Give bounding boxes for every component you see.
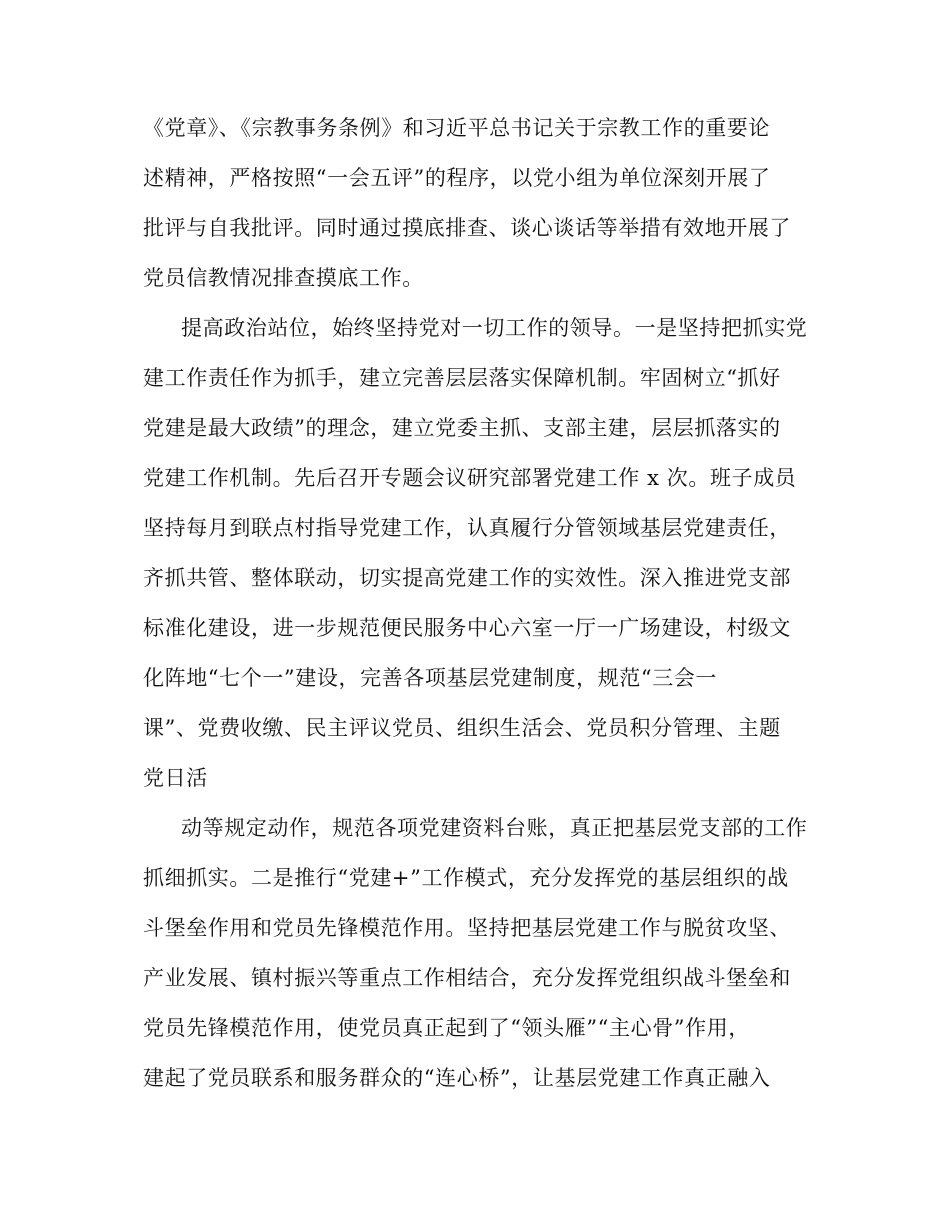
text-line: 《党章》、《宗教事务条例》和习近平总书记关于宗教工作的重要论 <box>143 116 770 140</box>
text-line: 课”、党费收缴、民主评议党员、组织生活会、党员积分管理、主题 <box>143 716 781 740</box>
text-line: 产业发展、镇村振兴等重点工作相结合，充分发挥党组织战斗堡垒和 <box>143 966 791 990</box>
text-line: 坚持每月到联点村指导党建工作，认真履行分管领域基层党建责任， <box>143 516 791 540</box>
text-line: 抓细抓实。二是推行“党建+”工作模式，充分发挥党的基层组织的战 <box>143 866 789 890</box>
text-line: 建工作责任作为抓手，建立完善层层落实保障机制。牢固树立“抓好 <box>143 366 781 390</box>
text-line: 党员信教情况排查摸底工作。 <box>143 266 424 290</box>
text-line: 标准化建设，进一步规范便民服务中心六室一厅一广场建设，村级文 <box>143 616 791 640</box>
text-line: 动等规定动作，规范各项党建资料台账，真正把基层党支部的工作 <box>181 816 808 840</box>
text-line: 提高政治站位，始终坚持党对一切工作的领导。一是坚持把抓实党 <box>181 316 808 340</box>
text-line: 化阵地“七个一”建设，完善各项基层党建制度，规范“三会一 <box>143 666 718 690</box>
text-line: 述精神，严格按照“一会五评”的程序，以党小组为单位深刻开展了 <box>143 166 771 190</box>
text-line: 批评与自我批评。同时通过摸底排查、谈心谈话等举措有效地开展了 <box>143 216 791 240</box>
text-line: 齐抓共管、整体联动，切实提高党建工作的实效性。深入推进党支部 <box>143 566 791 590</box>
body-text <box>143 103 808 1103</box>
text-line: 党员先锋模范作用，使党员真正起到了“领头雁”“主心骨”作用， <box>143 1016 750 1040</box>
text-line: 斗堡垒作用和党员先锋模范作用。坚持把基层党建工作与脱贫攻坚、 <box>143 916 791 940</box>
text-line: 党建是最大政绩”的理念，建立党委主抓、支部主建，层层抓落实的 <box>143 416 781 440</box>
text-line: 党日活 <box>143 766 208 790</box>
text-line: 党建工作机制。先后召开专题会议研究部署党建工作 x 次。班子成员 <box>143 466 797 490</box>
text-line: 建起了党员联系和服务群众的“连心桥”，让基层党建工作真正融入 <box>143 1066 771 1090</box>
